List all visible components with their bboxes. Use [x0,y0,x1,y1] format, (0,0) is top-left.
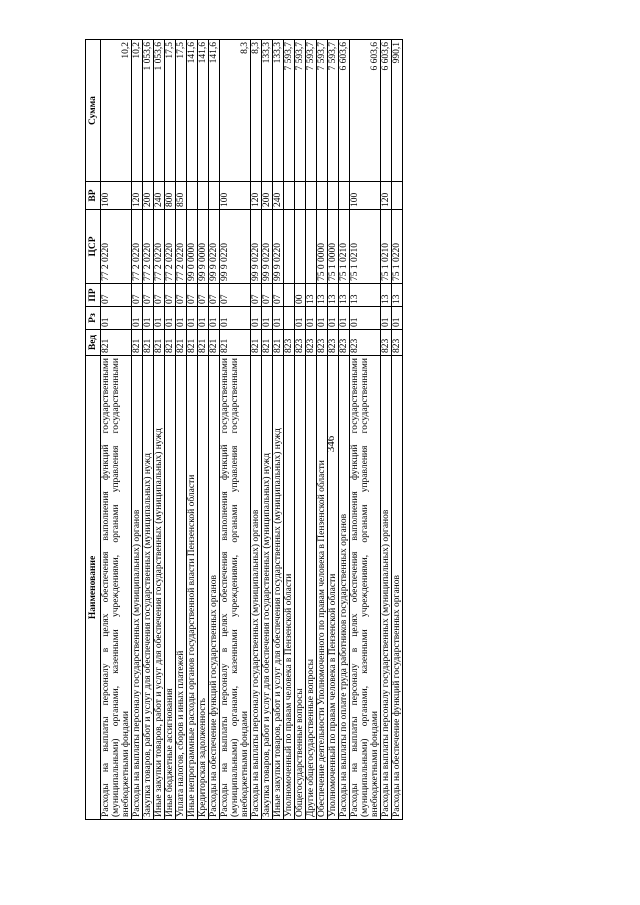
header-name: Наименование [86,356,101,820]
cell-name: Расходы на выплаты персоналу государственных (муниципальных) органов [132,356,143,820]
cell-sum: 7 593,7 [295,40,306,182]
cell-csr: 77 2 0220 [176,210,187,284]
cell-pr: 07 [143,284,154,307]
cell-rz: 01 [143,307,154,330]
header-csr: ЦСР [86,210,101,284]
table-row [220,40,251,820]
cell-vr [392,182,403,210]
table-row [154,40,165,820]
cell-sum: 7 593,7 [317,40,328,182]
cell-name: Иные закупки товаров, работ и услуг для обеспечения государственных (муниципальных) нужд [273,356,284,820]
cell-name: Расходы на обеспечение функций государственных органов [392,356,403,820]
cell-name: Расходы на выплаты по оплате труда работников государственных органов [339,356,350,820]
table-row [306,40,317,820]
cell-pr: 07 [273,284,284,307]
cell-rz: 01 [328,307,339,330]
cell-rz: 01 [132,307,143,330]
cell-pr: 07 [220,284,251,307]
cell-vr: 850 [176,182,187,210]
header-sum: Сумма [86,40,101,182]
cell-csr: 99 9 0220 [220,210,251,284]
cell-ved: 821 [198,330,209,356]
cell-csr: 99 0 0000 [187,210,198,284]
cell-vr: 100 [220,182,251,210]
cell-rz [284,307,295,330]
cell-pr: 13 [317,284,328,307]
cell-pr: 07 [251,284,262,307]
cell-rz: 01 [392,307,403,330]
cell-name: Расходы на выплаты персоналу в целях обеспечения выполнения функций государственными (муниципальными) органами, казенными учреждениями, органами управления государственными внебюджетными фондами [101,356,132,820]
cell-vr [295,182,306,210]
cell-pr: 07 [101,284,132,307]
cell-rz: 01 [165,307,176,330]
table-row [251,40,262,820]
cell-rz: 01 [101,307,132,330]
cell-csr: 77 2 0220 [154,210,165,284]
cell-csr [295,210,306,284]
cell-pr: 07 [262,284,273,307]
cell-vr [339,182,350,210]
cell-rz: 01 [209,307,220,330]
cell-csr: 99 9 0220 [209,210,220,284]
cell-ved: 821 [220,330,251,356]
cell-rz: 01 [220,307,251,330]
cell-sum: 141,6 [209,40,220,182]
cell-vr [328,182,339,210]
table-row [187,40,198,820]
cell-pr: 07 [209,284,220,307]
cell-csr: 77 2 0220 [143,210,154,284]
cell-sum: 10,2 [132,40,143,182]
cell-ved: 821 [209,330,220,356]
page-number: 346 [325,435,337,453]
table-row [132,40,143,820]
cell-pr [284,284,295,307]
cell-csr: 75 1 0220 [392,210,403,284]
cell-csr: 75 1 0210 [350,210,381,284]
cell-sum: 10,2 [101,40,132,182]
cell-name: Иные закупки товаров, работ и услуг для обеспечения государственных (муниципальных) нужд [154,356,165,820]
cell-ved: 821 [273,330,284,356]
cell-csr: 99 9 0000 [198,210,209,284]
cell-pr: 13 [306,284,317,307]
cell-pr: 13 [381,284,392,307]
table-header-row [86,40,101,820]
cell-name: Расходы на выплаты персоналу в целях обеспечения выполнения функций государственными (муниципальными) органами, казенными учреждениями, органами управления государственными внебюджетными фондами [220,356,251,820]
cell-vr: 100 [350,182,381,210]
cell-vr: 100 [101,182,132,210]
cell-vr: 120 [381,182,392,210]
cell-rz: 01 [306,307,317,330]
cell-sum: 7 593,7 [306,40,317,182]
cell-vr: 200 [143,182,154,210]
budget-table [85,39,403,820]
table-body [101,40,403,820]
cell-vr [198,182,209,210]
cell-sum: 8,3 [251,40,262,182]
cell-rz: 01 [339,307,350,330]
cell-name: Иные бюджетные ассигнования [165,356,176,820]
cell-csr [284,210,295,284]
cell-csr [306,210,317,284]
cell-name: Закупка товаров, работ и услуг для обеспечения государственных (муниципальных) нужд [143,356,154,820]
cell-csr: 77 2 0220 [101,210,132,284]
cell-rz: 01 [295,307,306,330]
cell-sum: 990,1 [392,40,403,182]
cell-sum: 6 603,6 [339,40,350,182]
cell-sum: 6 603,6 [350,40,381,182]
cell-csr: 75 1 0210 [339,210,350,284]
cell-sum: 17,5 [165,40,176,182]
table-row [295,40,306,820]
table-row [165,40,176,820]
table-row [328,40,339,820]
cell-vr: 120 [251,182,262,210]
header-rz: Рз [86,307,101,330]
cell-vr: 240 [154,182,165,210]
cell-vr [284,182,295,210]
cell-sum: 133,3 [262,40,273,182]
table-row [209,40,220,820]
cell-ved: 821 [176,330,187,356]
cell-name: Иные непрограммные расходы органов государственной власти Пензенской области [187,356,198,820]
cell-vr [187,182,198,210]
cell-vr: 200 [262,182,273,210]
cell-name: Другие общегосударственные вопросы [306,356,317,820]
cell-name: Расходы на выплаты персоналу государственных (муниципальных) органов [251,356,262,820]
table-row [101,40,132,820]
cell-sum: 7 593,7 [328,40,339,182]
table-row [381,40,392,820]
table-row [143,40,154,820]
cell-ved: 821 [262,330,273,356]
cell-rz: 01 [251,307,262,330]
cell-ved: 821 [101,330,132,356]
cell-ved: 823 [306,330,317,356]
cell-pr: 07 [176,284,187,307]
cell-ved: 823 [392,330,403,356]
cell-name: Уплата налогов, сборов и иных платежей [176,356,187,820]
cell-name: Кредиторская задолженность [198,356,209,820]
cell-rz: 01 [176,307,187,330]
cell-ved: 821 [187,330,198,356]
cell-pr: 07 [165,284,176,307]
cell-rz: 01 [381,307,392,330]
cell-sum: 7 593,7 [284,40,295,182]
cell-vr: 800 [165,182,176,210]
cell-pr: 13 [350,284,381,307]
table-row [392,40,403,820]
cell-name: Обеспечение деятельности Уполномоченного по правам человека в Пензенской области [317,356,328,820]
cell-pr: 07 [154,284,165,307]
cell-pr: 07 [187,284,198,307]
cell-rz: 01 [198,307,209,330]
rotated-table-container [85,40,561,820]
table-row [339,40,350,820]
table-row [198,40,209,820]
cell-rz: 01 [187,307,198,330]
cell-csr: 75 1 0000 [328,210,339,284]
cell-csr: 77 2 0220 [165,210,176,284]
cell-vr: 120 [132,182,143,210]
cell-rz: 01 [262,307,273,330]
cell-ved: 823 [381,330,392,356]
cell-pr: 13 [392,284,403,307]
cell-rz: 01 [350,307,381,330]
cell-name: Уполномоченный по правам человека в Пензенской области [328,356,339,820]
cell-vr [209,182,220,210]
table-row [262,40,273,820]
cell-pr: 13 [339,284,350,307]
cell-sum: 1 053,6 [143,40,154,182]
cell-vr [317,182,328,210]
table-row [317,40,328,820]
cell-rz: 01 [154,307,165,330]
table-row [350,40,381,820]
table-row [176,40,187,820]
header-ved: Вед [86,330,101,356]
cell-ved: 821 [251,330,262,356]
cell-pr: 07 [198,284,209,307]
cell-rz: 01 [317,307,328,330]
cell-csr: 75 0 0000 [317,210,328,284]
cell-ved: 823 [339,330,350,356]
cell-vr: 240 [273,182,284,210]
cell-name: Расходы на обеспечение функций государственных органов [209,356,220,820]
cell-sum: 141,6 [198,40,209,182]
cell-name: Закупка товаров, работ и услуг для обеспечения государственных (муниципальных) нужд [262,356,273,820]
cell-ved: 823 [295,330,306,356]
cell-csr: 99 9 0220 [262,210,273,284]
table-row [284,40,295,820]
cell-sum: 17,5 [176,40,187,182]
cell-ved: 823 [350,330,381,356]
cell-sum: 133,3 [273,40,284,182]
header-vr: ВР [86,182,101,210]
table-row [273,40,284,820]
cell-sum: 8,3 [220,40,251,182]
cell-csr: 99 9 0220 [273,210,284,284]
cell-pr: 07 [132,284,143,307]
cell-csr: 75 1 0210 [381,210,392,284]
cell-name: Общегосударственные вопросы [295,356,306,820]
cell-ved: 821 [154,330,165,356]
cell-vr [306,182,317,210]
cell-ved: 821 [132,330,143,356]
cell-ved: 823 [284,330,295,356]
cell-pr: 13 [328,284,339,307]
cell-ved: 821 [143,330,154,356]
cell-ved: 821 [165,330,176,356]
cell-ved: 823 [317,330,328,356]
cell-ved: 823 [328,330,339,356]
cell-csr: 99 9 0220 [251,210,262,284]
cell-rz: 01 [273,307,284,330]
header-pr: ПР [86,284,101,307]
cell-csr: 77 2 0220 [132,210,143,284]
cell-sum: 6 603,6 [381,40,392,182]
cell-pr: 00 [295,284,306,307]
cell-sum: 141,6 [187,40,198,182]
cell-name: Уполномоченный по правам человека в Пензенской области [284,356,295,820]
cell-sum: 1 053,6 [154,40,165,182]
cell-name: Расходы на выплаты персоналу в целях обеспечения выполнения функций государственными (муниципальными) органами, казенными учреждениями, органами управления государственными внебюджетными фондами [350,356,381,820]
cell-name: Расходы на выплаты персоналу государственных (муниципальных) органов [381,356,392,820]
